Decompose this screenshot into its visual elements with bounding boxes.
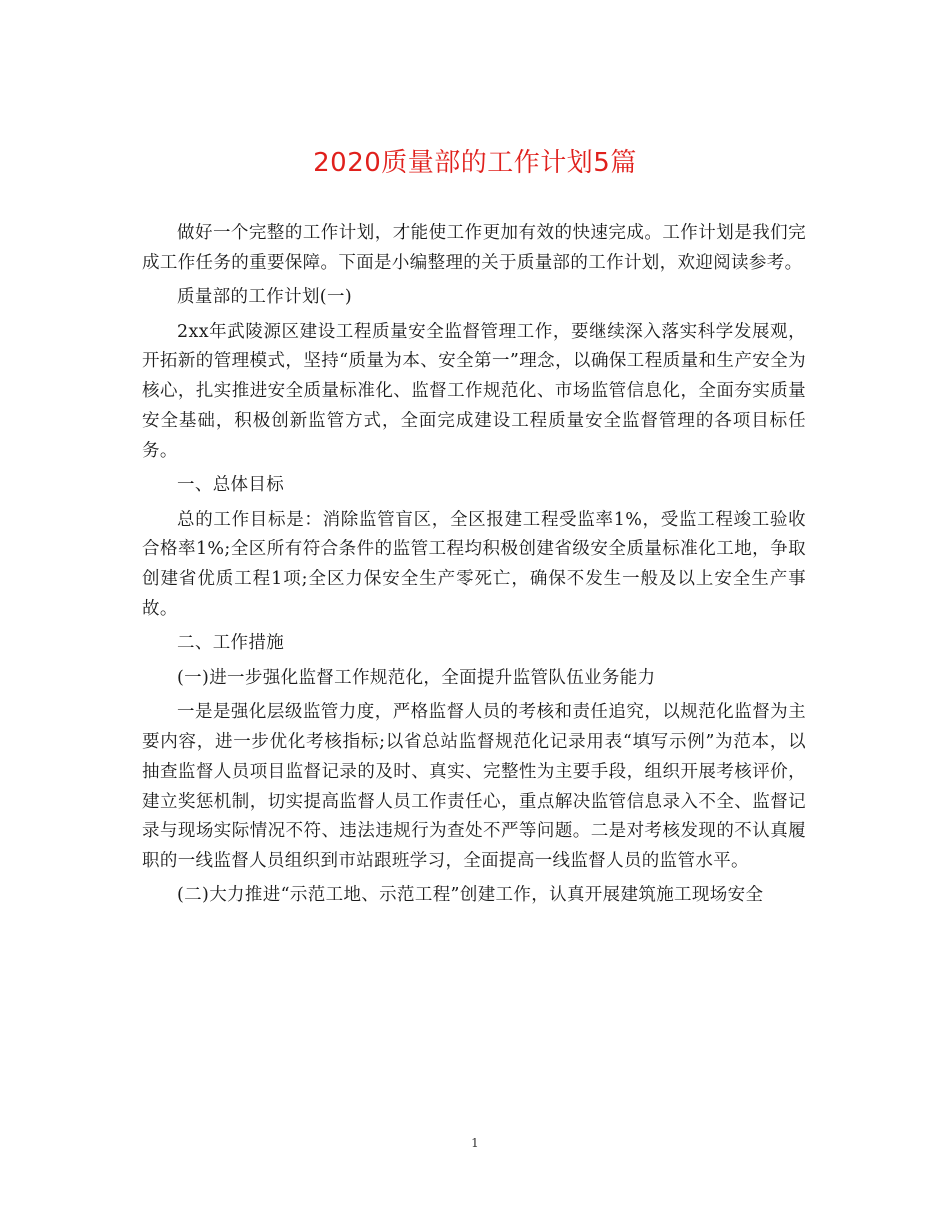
body-paragraph: 一是是强化层级监管力度，严格监督人员的考核和责任追究，以规范化监督为主要内容，进一步优化考核指标;以省总站监督规范化记录用表“填写示例”为范本，以抽查监督人员项目监督记录的及时、真实、完整性为主要手段，组织开展考核评价，建立奖惩机制，切实提高监督人员工作责任心，重点解决监管信息录入不全、监督记录与现场实际情况不符、违法违规行为查处不严等问题。二是对考核发现的不认真履职的一线监督人员组织到市站跟班学习，全面提高一线监督人员的监管水平。 (142, 702, 806, 872)
page-number: 1 (471, 1136, 479, 1150)
document-body (142, 219, 806, 916)
section-heading: 一、总体目标 (177, 475, 285, 496)
section-heading: 二、工作措施 (177, 633, 285, 654)
section-heading: 质量部的工作计划(一) (177, 287, 353, 308)
body-paragraph: 总的工作目标是：消除监管盲区，全区报建工程受监率1%，受监工程竣工验收合格率1%;全区所有符合条件的监管工程均积极创建省级安全质量标准化工地，争取创建省优质工程1项;全区力保安全生产零死亡，确保不发生一般及以上安全生产事故。 (142, 509, 806, 619)
document-title: 2020质量部的工作计划5篇 (313, 148, 637, 178)
intro-paragraph: 做好一个完整的工作计划，才能使工作更加有效的快速完成。工作计划是我们完成工作任务的重要保障。下面是小编整理的关于质量部的工作计划，欢迎阅读参考。 (142, 223, 806, 273)
body-paragraph: 2xx年武陵源区建设工程质量安全监督管理工作，要继续深入落实科学发展观，开拓新的管理模式，坚持“质量为本、安全第一”理念，以确保工程质量和生产安全为核心，扎实推进安全质量标准化、监督工作规范化、市场监管信息化，全面夯实质量安全基础，积极创新监管方式，全面完成建设工程质量安全监督管理的各项目标任务。 (142, 321, 806, 461)
subsection-heading: (一)进一步强化监督工作规范化，全面提升监管队伍业务能力 (177, 667, 656, 688)
subsection-heading: (二)大力推进“示范工地、示范工程”创建工作，认真开展建筑施工现场安全 (177, 885, 764, 906)
